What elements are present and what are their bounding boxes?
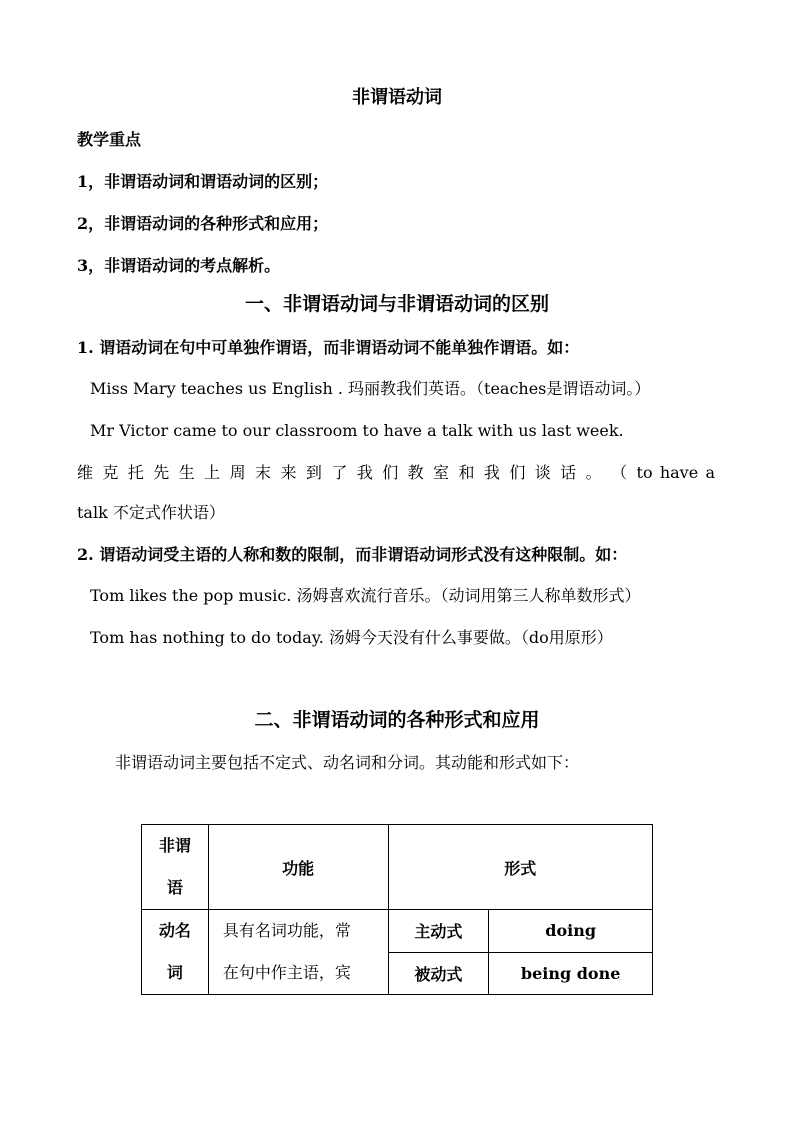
focus-item-1: 1，非谓语动词和谓语动词的区别；	[77, 172, 329, 191]
table-header-row	[142, 825, 653, 910]
section-1-point-1: 1. 谓语动词在句中可单独作谓语，而非谓语动词不能单独作谓语。如：	[77, 338, 580, 357]
header-type-line-2: 语	[166, 878, 183, 897]
passive-label-cell: 被动式	[388, 952, 489, 995]
active-label-cell: 主动式	[388, 910, 489, 953]
page-title: 非谓语动词	[352, 87, 442, 108]
section-2-heading: 二、非谓语动词的各种形式和应用	[254, 709, 540, 731]
example-1: Miss Mary teaches us English . 玛丽教我们英语。（teaches是谓语动词。）	[90, 379, 651, 398]
example-2: Mr Victor came to our classroom to have a talk with us last week.	[90, 421, 624, 440]
example-4: Tom has nothing to do today. 汤姆今天没有什么事要做。（do用原形）	[90, 628, 613, 647]
header-cell-form: 形式	[388, 825, 653, 910]
active-form-cell: doing	[489, 910, 653, 953]
focus-item-3: 3，非谓语动词的考点解析。	[77, 256, 281, 275]
focus-heading: 教学重点	[77, 130, 142, 149]
example-2-translation-line-2: talk 不定式作状语）	[77, 503, 225, 522]
gerund-function-line-2: 在句中作主语，宾	[222, 963, 351, 982]
verb-forms-table	[141, 824, 653, 995]
section-1-point-2: 2. 谓语动词受主语的人称和数的限制，而非谓语动词形式没有这种限制。如：	[77, 545, 628, 564]
gerund-type-line-2: 词	[166, 963, 183, 982]
gerund-type-cell	[142, 910, 209, 995]
section-2-intro: 非谓语动词主要包括不定式、动名词和分词。其动能和形式如下：	[115, 753, 580, 772]
focus-item-2: 2，非谓语动词的各种形式和应用；	[77, 214, 329, 233]
header-cell-type	[142, 825, 209, 910]
gerund-function-cell	[208, 910, 388, 995]
gerund-function-line-1: 具有名词功能，常	[222, 921, 351, 940]
table-row	[142, 910, 653, 953]
section-1-heading: 一、非谓语动词与非谓语动词的区别	[244, 293, 549, 315]
example-2-translation-line-1: 维 克 托 先 生 上 周 末 来 到 了 我 们 教 室 和 我 们 谈 话 。 （ to have a	[77, 463, 715, 482]
example-3: Tom likes the pop music. 汤姆喜欢流行音乐。（动词用第三人称单数形式）	[90, 586, 641, 605]
header-cell-function: 功能	[208, 825, 388, 910]
passive-form-cell: being done	[489, 952, 653, 995]
header-type-line-1: 非谓	[158, 836, 191, 855]
gerund-type-line-1: 动名	[158, 921, 191, 940]
